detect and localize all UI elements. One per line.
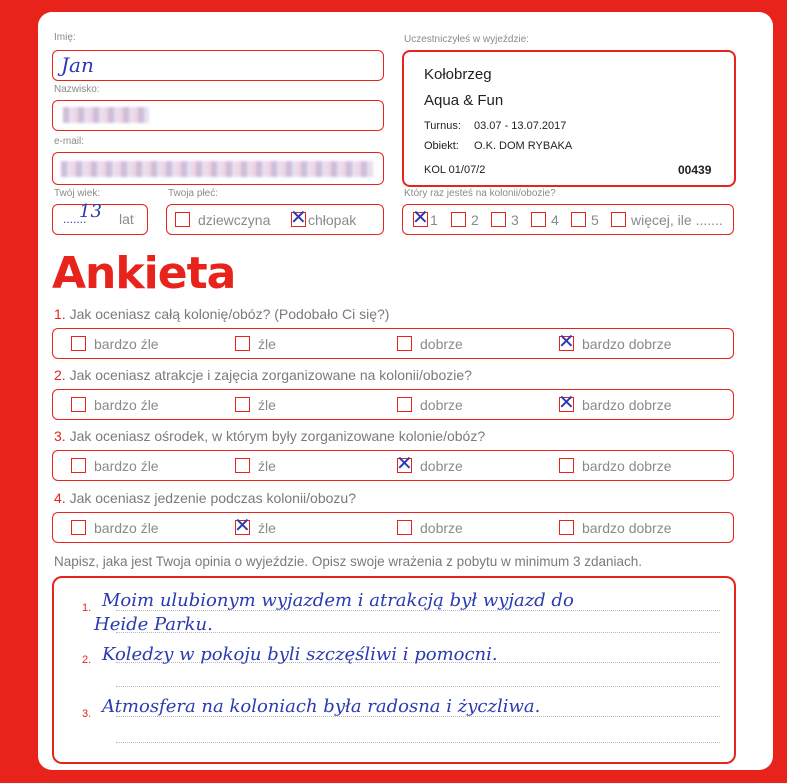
opinion-line-1: Moim ulubionym wyjazdem i atrakcją był wyjazd do [102,590,574,611]
rating-label: źle [258,396,276,413]
rating-checkbox[interactable] [559,397,574,412]
rating-label: bardzo dobrze [582,457,672,474]
rating-checkbox[interactable] [71,336,86,351]
trip-program: Aqua & Fun [424,92,504,109]
times-checkbox-more[interactable] [611,212,626,227]
question-2-option-4[interactable] [559,390,672,419]
times-label: Który raz jesteś na kolonii/obozie? [404,188,556,199]
gender-field [166,204,384,235]
age-label: Twój wiek: [54,188,101,199]
rating-label: dobrze [420,335,463,352]
question-4-option-3[interactable] [397,513,463,542]
question-1-option-2[interactable] [235,329,276,358]
question-label: Jak oceniasz ośrodek, w którym były zorganizowane kolonie/obóz? [69,428,486,444]
rating-checkbox[interactable] [235,397,250,412]
times-option-2[interactable]: 2 [451,205,479,234]
trip-label: Uczestniczyłeś w wyjeździe: [404,34,530,45]
question-3-option-1[interactable] [71,451,159,480]
rating-label: bardzo źle [94,519,159,536]
opinion-line-3: Koledzy w pokoju byli szczęśliwi i pomocni. [102,644,498,665]
question-1-option-4[interactable] [559,329,672,358]
question-1-options [52,328,734,359]
rating-checkbox[interactable] [71,397,86,412]
times-option-1[interactable]: ✕ 1 [413,205,438,234]
question-2-options [52,389,734,420]
opinion-prompt: Napisz, jaka jest Twoja opinia o wyjeździe. Opisz swoje wrażenia z pobytu w minimum 3 zdaniach. [54,554,643,569]
question-number: 4. [54,490,66,506]
gender-checkbox-boy[interactable] [291,212,306,227]
question-4-option-1[interactable] [71,513,159,542]
times-checkbox-5[interactable] [571,212,586,227]
times-checkbox-2[interactable] [451,212,466,227]
opinion-number-1: 1. [82,602,92,614]
trip-number: 00439 [678,163,712,177]
question-label: Jak oceniasz całą kolonię/obóz? (Podobało Ci się?) [69,306,390,322]
age-value: 13 [79,201,102,222]
rating-checkbox[interactable] [71,458,86,473]
rating-label: źle [258,335,276,352]
survey-title: Ankieta [52,248,236,299]
question-1-option-3[interactable] [397,329,463,358]
question-1-option-1[interactable] [71,329,159,358]
name-value: Jan [61,53,94,77]
rating-label: źle [258,519,276,536]
times-option-4[interactable]: 4 [531,205,559,234]
rating-checkbox[interactable] [235,458,250,473]
trip-obiekt-label: Obiekt: [424,140,459,152]
times-option-more[interactable]: więcej, ile ....... [611,205,723,234]
name-label: Imię: [54,32,76,43]
rating-label: dobrze [420,396,463,413]
times-option-5[interactable]: 5 [571,205,599,234]
question-number: 3. [54,428,66,444]
opinion-number-3: 3. [82,708,92,720]
question-4-options [52,512,734,543]
question-2-text [54,367,472,383]
opinion-line-4: Atmosfera na koloniach była radosna i życzliwa. [102,696,541,717]
question-3-option-2[interactable] [235,451,276,480]
question-3-options [52,450,734,481]
rating-checkbox[interactable] [397,458,412,473]
question-label: Jak oceniasz atrakcje i zajęcia zorganizowane na kolonii/obozie? [69,367,472,383]
question-3-option-4[interactable] [559,451,672,480]
age-unit: lat [119,211,134,227]
rating-label: bardzo źle [94,335,159,352]
times-option-3[interactable]: 3 [491,205,519,234]
rating-checkbox[interactable] [559,520,574,535]
opinion-line-2: Heide Parku. [94,614,213,635]
surname-label: Nazwisko: [54,84,100,95]
age-dots: ....... [63,212,87,226]
opinion-rule [116,742,720,743]
question-3-option-3[interactable] [397,451,463,480]
trip-code: KOL 01/07/2 [424,164,486,176]
survey-sheet [38,12,773,770]
trip-box [402,50,736,187]
email-label: e-mail: [54,136,85,147]
gender-option-boy[interactable]: ✕ chłopak [291,205,356,234]
rating-label: bardzo dobrze [582,519,672,536]
trip-turnus-label: Turnus: [424,120,461,132]
rating-label: dobrze [420,519,463,536]
question-4-option-2[interactable] [235,513,276,542]
times-field [402,204,734,235]
gender-label: Twoja płeć: [168,188,219,199]
rating-label: źle [258,457,276,474]
rating-checkbox[interactable] [235,336,250,351]
rating-label: dobrze [420,457,463,474]
rating-checkbox[interactable] [397,397,412,412]
opinion-number-2: 2. [82,654,92,666]
question-number: 2. [54,367,66,383]
rating-checkbox[interactable] [71,520,86,535]
name-field[interactable] [52,50,384,81]
question-number: 1. [54,306,66,322]
age-field[interactable] [52,201,148,235]
question-2-option-1[interactable] [71,390,159,419]
rating-label: bardzo dobrze [582,335,672,352]
question-label: Jak oceniasz jedzenie podczas kolonii/obozu? [69,490,356,506]
question-2-option-3[interactable] [397,390,463,419]
rating-label: bardzo źle [94,396,159,413]
rating-checkbox[interactable] [235,520,250,535]
trip-city: Kołobrzeg [424,66,492,83]
times-checkbox-3[interactable] [491,212,506,227]
question-3-text [54,428,485,444]
times-checkbox-4[interactable] [531,212,546,227]
trip-turnus-value: 03.07 - 13.07.2017 [474,120,567,132]
email-field[interactable] [52,152,384,185]
question-2-option-2[interactable] [235,390,276,419]
rating-checkbox[interactable] [559,458,574,473]
surname-field[interactable] [52,100,384,131]
question-4-text [54,490,356,506]
surname-redacted [63,107,149,123]
rating-checkbox[interactable] [397,520,412,535]
rating-label: bardzo źle [94,457,159,474]
opinion-field[interactable] [52,576,736,764]
rating-checkbox[interactable] [397,336,412,351]
rating-checkbox[interactable] [559,336,574,351]
trip-obiekt-value: O.K. DOM RYBAKA [474,140,573,152]
opinion-rule [116,686,720,687]
email-redacted [61,161,373,177]
question-1-text [54,306,389,322]
rating-label: bardzo dobrze [582,396,672,413]
gender-option-girl[interactable]: dziewczyna [175,205,270,234]
times-checkbox-1[interactable] [413,212,428,227]
question-4-option-4[interactable] [559,513,672,542]
gender-checkbox-girl[interactable] [175,212,190,227]
